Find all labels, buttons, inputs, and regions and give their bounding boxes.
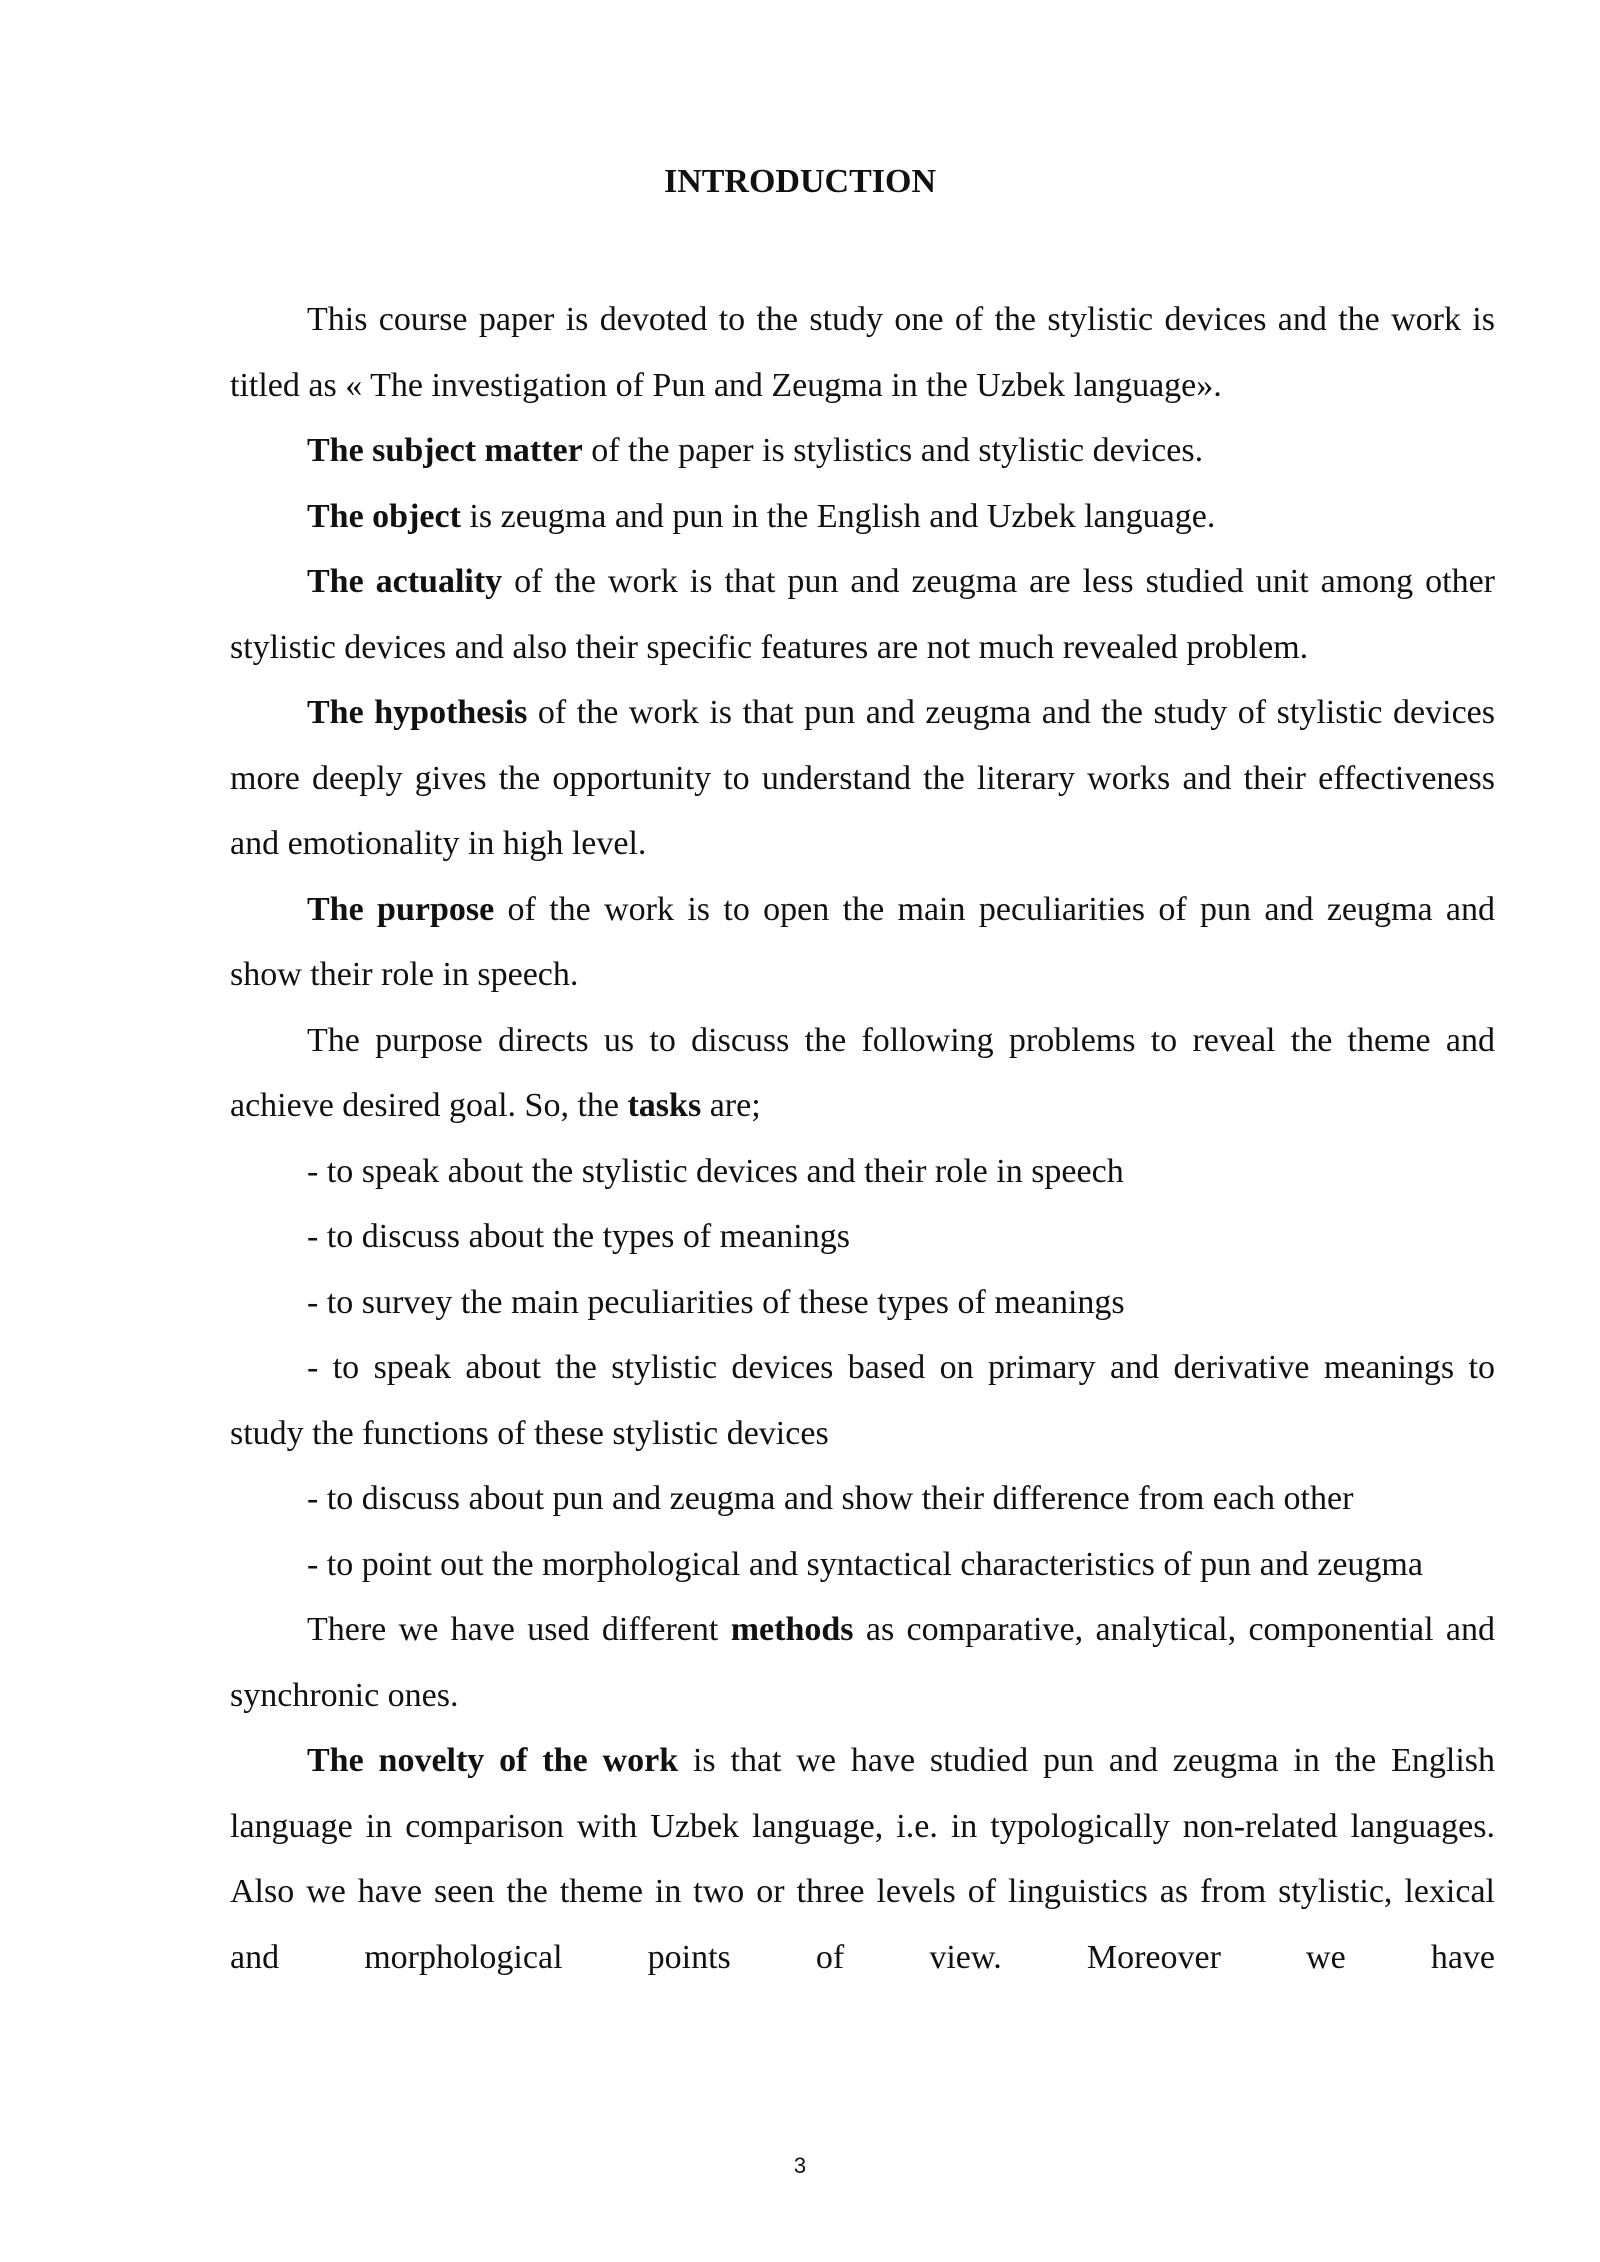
paragraph-text: of the work is to open the main peculiarities of pun and zeugma and show their role in speech. — [230, 890, 1496, 993]
paragraph-text: are; — [701, 1087, 761, 1124]
paragraph-text: The purpose directs us to discuss the following problems to reveal the theme and achieve desired goal. So, the — [230, 1021, 1495, 1124]
term-purpose: The purpose — [307, 890, 495, 928]
paragraph-hypothesis — [230, 680, 1495, 877]
task-item-text: - to survey the main peculiarities of these types of meanings — [307, 1283, 1125, 1321]
paragraph-methods — [230, 1597, 1495, 1728]
term-object: The object — [307, 497, 461, 535]
task-item — [230, 1204, 1495, 1270]
task-item — [230, 1335, 1495, 1466]
term-tasks: tasks — [627, 1087, 702, 1124]
page-number: 3 — [793, 2153, 807, 2178]
paragraph-text: is zeugma and pun in the English and Uzbek language. — [460, 497, 1216, 535]
term-actuality: The actuality — [307, 563, 503, 600]
paragraph-tasks-intro — [230, 1008, 1495, 1139]
body-text — [230, 287, 1495, 1990]
paragraph-subject-matter — [230, 418, 1495, 484]
term-methods: methods — [730, 1611, 854, 1648]
task-item-text: - to point out the morphological and syntactical characteristics of pun and zeugma — [307, 1545, 1423, 1583]
term-subject-matter: The subject matter — [307, 432, 583, 469]
term-novelty: The novelty of the work — [307, 1742, 679, 1779]
paragraph-text: is that we have studied pun and zeugma in the English language in comparison with Uzbek language, i.e. in typologically non-related languages. Also we have seen the theme in two or three levels of linguistics as from stylistic, lexical and morphological points of view. Moreover we have — [230, 1742, 1495, 1976]
page-title: INTRODUCTION — [663, 163, 937, 200]
paragraph-novelty — [230, 1728, 1495, 1990]
task-item — [230, 1270, 1495, 1336]
task-item — [230, 1466, 1495, 1532]
paragraph-text: of the paper is stylistics and stylistic devices. — [582, 432, 1204, 469]
task-item — [230, 1139, 1495, 1205]
paragraph-purpose — [230, 877, 1495, 1008]
task-item-text: - to discuss about the types of meanings — [307, 1218, 850, 1255]
term-hypothesis: The hypothesis — [307, 694, 528, 731]
paragraph-text: of the work is that pun and zeugma and the study of stylistic devices more deeply gives the opportunity to understand the literary works and their effectiveness and emotionality in high level. — [230, 694, 1495, 862]
task-item-text: - to discuss about pun and zeugma and show their difference from each other — [307, 1480, 1354, 1517]
task-item-text: - to speak about the stylistic devices and their role in speech — [307, 1152, 1124, 1190]
paragraph-text: This course paper is devoted to the study one of the stylistic devices and the work is titled as « The investigation of Pun and Zeugma in the Uzbek language». — [230, 301, 1495, 404]
paragraph-text: as comparative, analytical, componential and synchronic ones. — [230, 1611, 1495, 1714]
paragraph-actuality — [230, 549, 1495, 680]
paragraph-text: There we have used different — [307, 1611, 731, 1648]
task-item-text: - to speak about the stylistic devices based on primary and derivative meanings to study the functions of these stylistic devices — [230, 1349, 1495, 1452]
task-item — [230, 1532, 1495, 1598]
paragraph-object — [230, 484, 1495, 550]
paragraph-text: of the work is that pun and zeugma are less studied unit among other stylistic devices and also their specific features are not much revealed problem. — [230, 563, 1495, 666]
paragraph-course-paper — [230, 287, 1495, 418]
